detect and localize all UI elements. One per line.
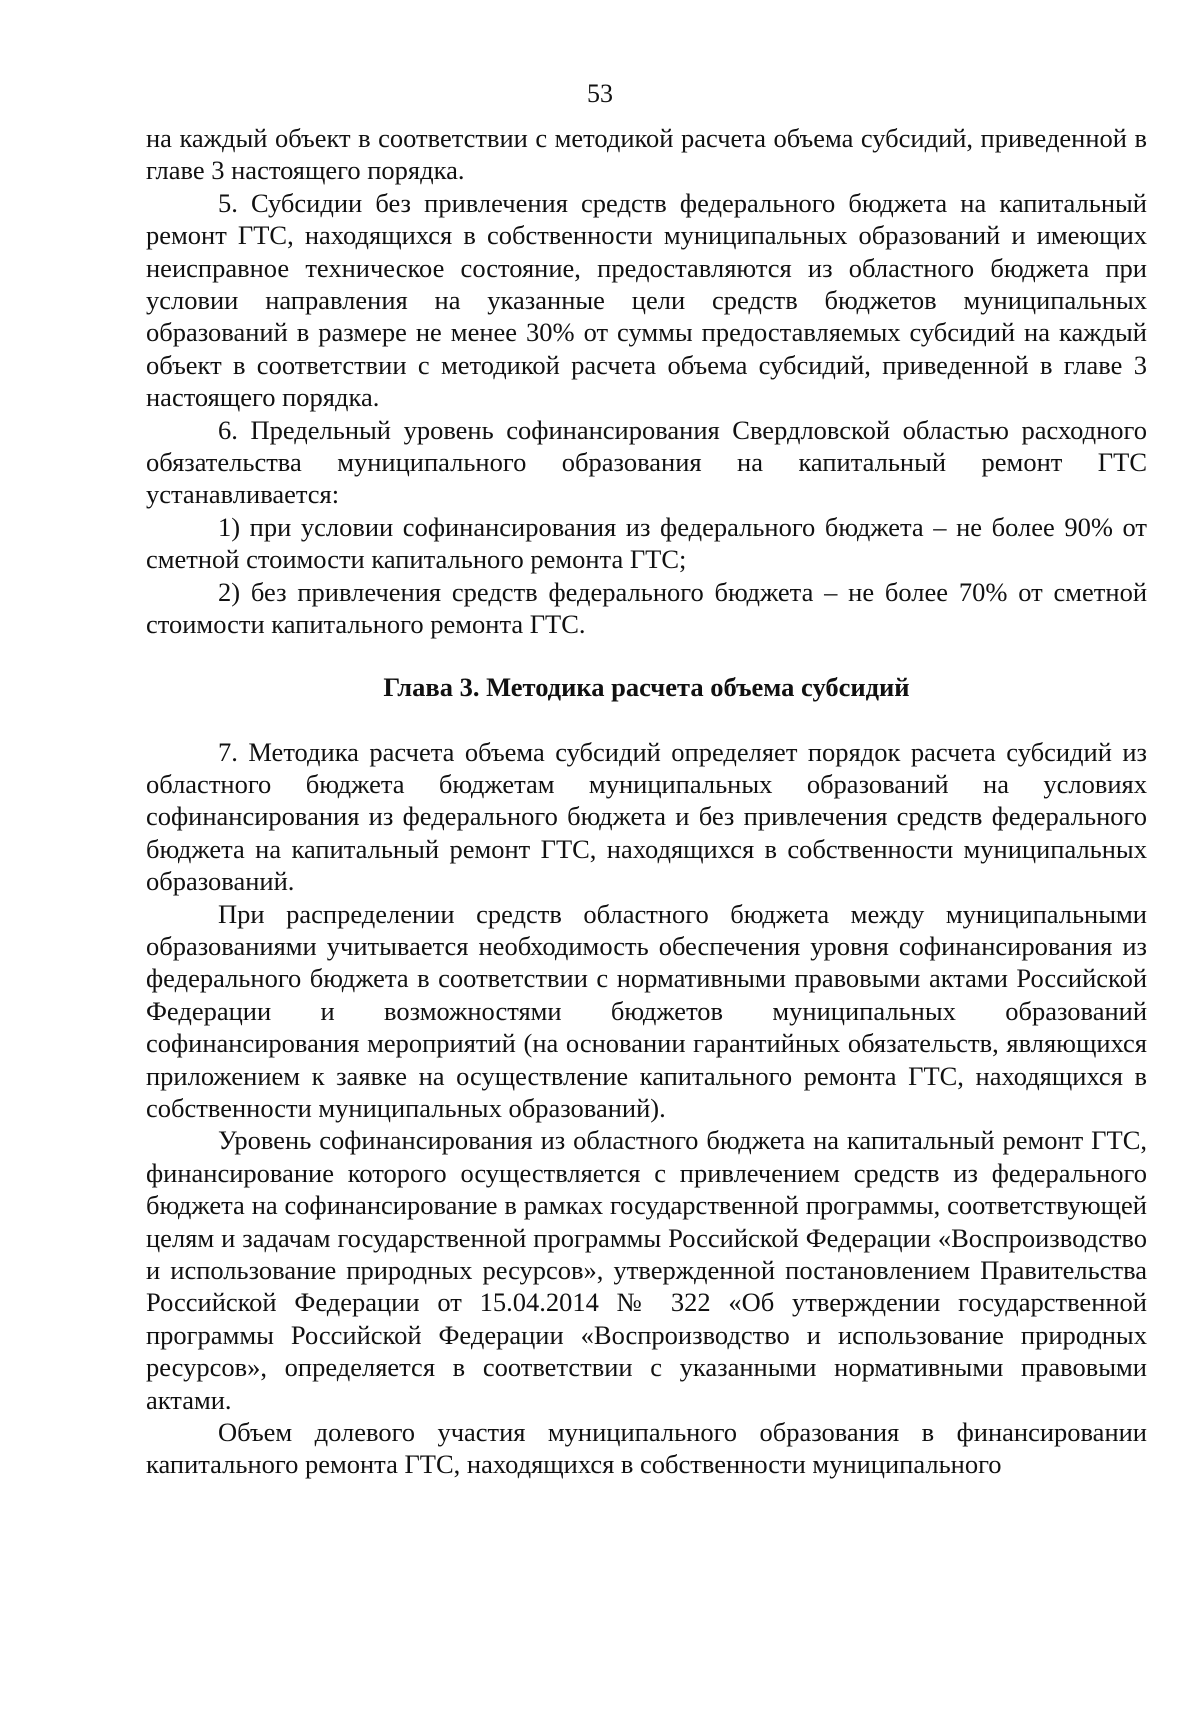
paragraph-subitem-2: 2) без привлечения средств федерального бюджета – не более 70% от сметной стоимости капитального ремонта ГТС. xyxy=(146,576,1147,640)
paragraph-item-5: 5. Субсидии без привлечения средств федерального бюджета на капитальный ремонт ГТС, находящихся в собственности муниципальных образований и имеющих неисправное техническое состояние, предоставляются из областного бюджета при условии направления на указанные цели средств бюджетов муниципальных образований в размере не менее 30% от суммы предоставляемых субсидий на каждый объект в соответствии с методикой расчета объема субсидий, приведенной в главе 3 настоящего порядка. xyxy=(146,187,1147,413)
paragraph-continuation: на каждый объект в соответствии с методикой расчета объема субсидий, приведенной в главе 3 настоящего порядка. xyxy=(146,123,1147,186)
paragraph-cofinancing-level: Уровень софинансирования из областного бюджета на капитальный ремонт ГТС, финансирование которого осуществляется с привлечением средств из федерального бюджета на софинансирование в рамках государственной программы, соответствующей целям и задачам государственной программы Российской Федерации «Воспроизводство и использование природных ресурсов», утвержденной постановлением Правительства Российской Федерации от 15.04.2014 № 322 «Об утверждении государственной программы Российской Федерации «Воспроизводство и использование природных ресурсов», определяется в соответствии с указанными нормативными правовыми актами. xyxy=(146,1125,1147,1415)
chapter-title: Глава 3. Методика расчета объема субсидий xyxy=(383,671,910,702)
document-body xyxy=(146,122,1147,1481)
paragraph-subitem-1: 1) при условии софинансирования из федерального бюджета – не более 90% от сметной стоимости капитального ремонта ГТС; xyxy=(146,511,1147,575)
paragraph-item-7: 7. Методика расчета объема субсидий определяет порядок расчета субсидий из областного бюджета бюджетам муниципальных образований на условиях софинансирования из федерального бюджета и без привлечения средств федерального бюджета на капитальный ремонт ГТС, находящихся в собственности муниципальных образований. xyxy=(146,736,1147,897)
paragraph-distribution: При распределении средств областного бюджета между муниципальными образованиями учитывается необходимость обеспечения уровня софинансирования из федерального бюджета в соответствии с нормативными правовыми актами Российской Федерации и возможностями бюджетов муниципальных образований софинансирования мероприятий (на основании гарантийных обязательств, являющихся приложением к заявке на осуществление капитального ремонта ГТС, находящихся в собственности муниципальных образований). xyxy=(146,898,1147,1123)
paragraph-share-volume: Объем долевого участия муниципального образования в финансировании капитального ремонта ГТС, находящихся в собственности муниципального xyxy=(146,1417,1147,1480)
page-number: 53 xyxy=(587,79,613,108)
paragraph-item-6: 6. Предельный уровень софинансирования Свердловской областью расходного обязательства муниципального образования на капитальный ремонт ГТС устанавливается: xyxy=(146,414,1147,510)
